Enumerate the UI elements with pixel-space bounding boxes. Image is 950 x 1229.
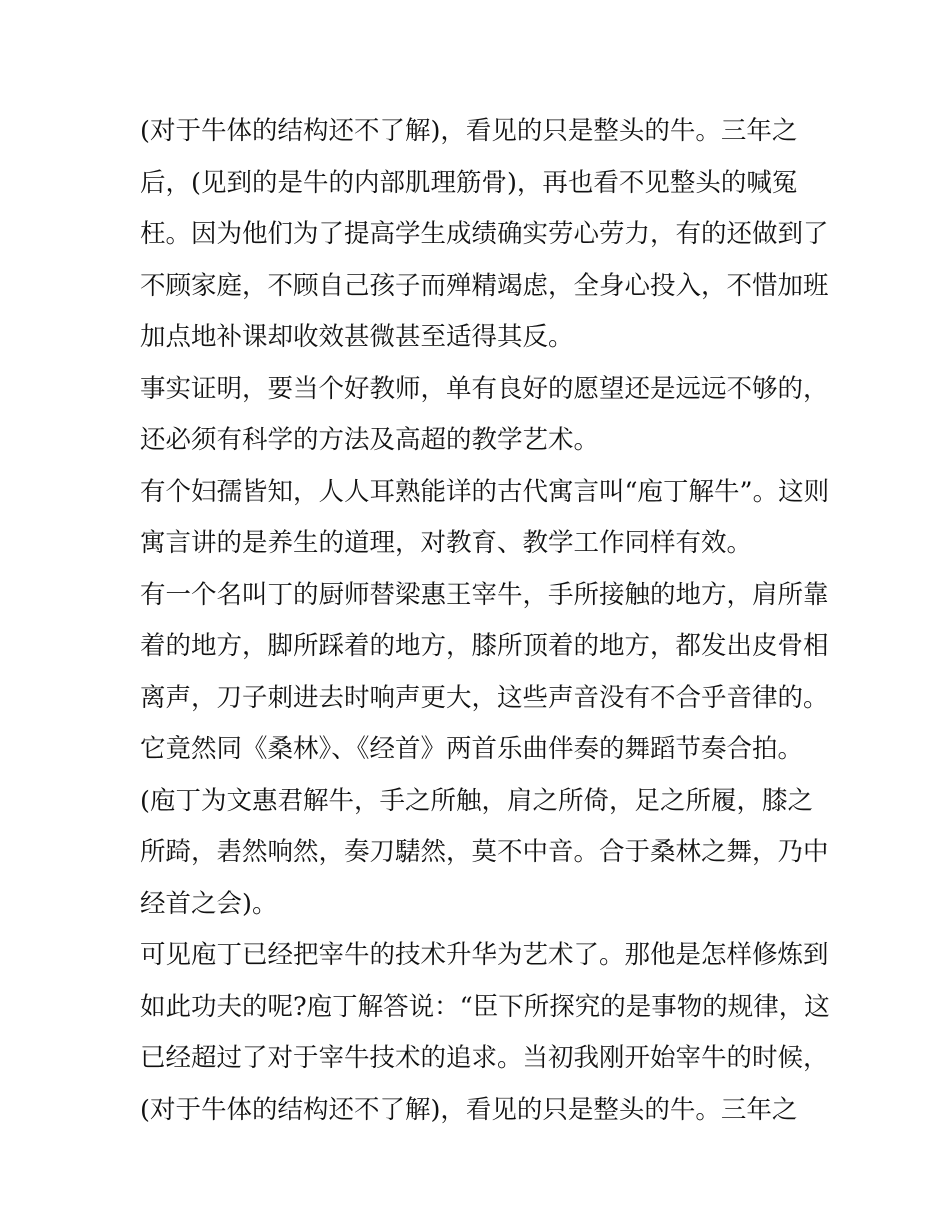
text-line: 它竟然同《桑林》、《经首》两首乐曲伴奏的舞蹈节奏合拍。 xyxy=(140,734,804,764)
text-line: 枉。因为他们为了提高学生成绩确实劳心劳力，有的还做到了 xyxy=(140,219,829,249)
text-line: (对于牛体的结构还不了解)，看见的只是整头的牛。三年之 xyxy=(140,1094,798,1125)
text-line: 有个妇孺皆知，人人耳熟能详的古代寓言叫“庖丁解牛”。这则 xyxy=(140,476,830,507)
text-line: 事实证明，要当个好教师，单有良好的愿望还是远远不够的， xyxy=(140,373,829,404)
text-line: (庖丁为文惠君解牛，手之所触，肩之所倚，足之所履，膝之 xyxy=(140,785,813,816)
text-line: 已经超过了对于宰牛技术的追求。当初我刚开始宰牛的时候， xyxy=(140,1043,829,1073)
text-line: 如此功夫的呢?庖丁解答说：“臣下所探究的是事物的规律，这 xyxy=(140,991,830,1022)
document-body xyxy=(140,106,830,1136)
text-line: 不顾家庭，不顾自己孩子而殚精竭虑，全身心投入，不惜加班 xyxy=(140,270,829,301)
text-line: 加点地补课却收效甚微甚至适得其反。 xyxy=(140,322,574,352)
text-line: 经首之会)。 xyxy=(140,888,278,919)
text-line: (对于牛体的结构还不了解)，看见的只是整头的牛。三年之 xyxy=(140,116,798,146)
text-line: 着的地方，脚所踩着的地方，膝所顶着的地方，都发出皮骨相 xyxy=(140,631,829,661)
text-line: 寓言讲的是养生的道理，对教育、教学工作同样有效。 xyxy=(140,528,753,558)
text-line: 所踦，砉然响然，奏刀騞然，莫不中音。合于桑林之舞，乃中 xyxy=(140,837,829,867)
text-line: 有一个名叫丁的厨师替梁惠王宰牛，手所接触的地方，肩所靠 xyxy=(140,579,829,610)
text-line: 后，(见到的是牛的内部肌理筋骨)，再也看不见整头的喊冤 xyxy=(140,167,798,198)
text-line: 可见庖丁已经把宰牛的技术升华为艺术了。那他是怎样修炼到 xyxy=(140,940,829,970)
text-line: 离声，刀子刺进去时响声更大，这些声音没有不合乎音律的。 xyxy=(140,682,829,713)
text-line: 还必须有科学的方法及高超的教学艺术。 xyxy=(140,425,600,455)
